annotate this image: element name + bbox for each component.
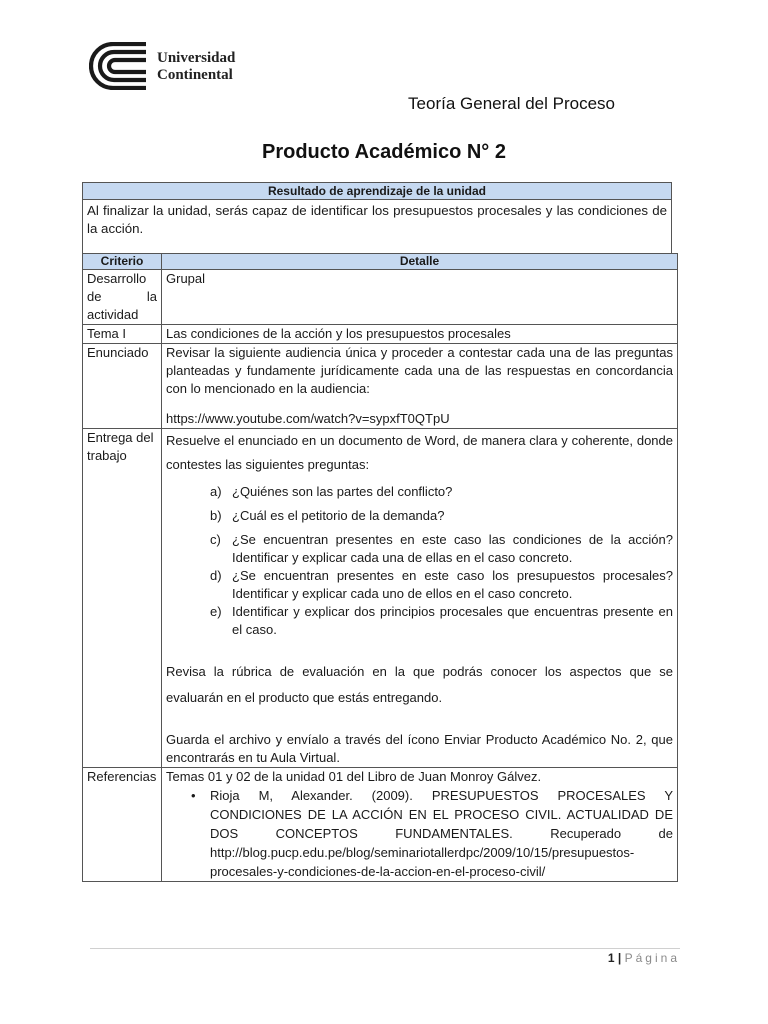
page-footer (608, 951, 680, 965)
page-label: Página (624, 951, 680, 965)
university-logo-icon (89, 42, 149, 90)
row-label: Tema I (83, 325, 162, 344)
row-detail (162, 344, 678, 429)
reference-item (166, 786, 673, 881)
table-row (83, 325, 678, 344)
item-letter: e) (210, 604, 222, 619)
row-detail: Grupal (162, 270, 678, 325)
table-row (83, 768, 678, 882)
item-text: Identificar y explicar dos principios procesales que encuentras presente en el caso. (232, 604, 673, 637)
delivery-intro: Resuelve el enunciado en un documento de Word, de manera clara y coherente, donde contestes las siguientes preguntas: (166, 433, 673, 472)
table-row (83, 429, 678, 768)
learning-outcome-heading: Resultado de aprendizaje de la unidad (83, 183, 672, 200)
footer-separator: | (617, 951, 622, 965)
row-label: Enunciado (83, 344, 162, 429)
list-item (166, 483, 673, 501)
question-list (166, 483, 673, 639)
submit-instructions: Guarda el archivo y envíalo a través del ícono Enviar Producto Académico No. 2, que encontrarás en tu Aula Virtual. (166, 732, 673, 765)
item-letter: a) (210, 484, 222, 499)
row-label: Desarrollo de la actividad (83, 270, 162, 325)
reference-text: Rioja M, Alexander. (2009). PRESUPUESTOS PROCESALES Y CONDICIONES DE LA ACCIÓN EN EL PROCESO CIVIL. ACTUALIDAD DE DOS CONCEPTOS FUNDAMENTALES. Recuperado de http://blog.pucp.edu.pe/blog/seminariotallerdpc/2009/10/15/presupuestos-procesales-y-condiciones-de-la-accion-en-el-proceso-civil/ (210, 788, 673, 879)
list-item (166, 507, 673, 525)
list-item (166, 567, 673, 603)
row-detail (162, 768, 678, 882)
list-item (166, 603, 673, 639)
detail-column-header: Detalle (162, 254, 678, 270)
footer-divider (90, 948, 680, 949)
rubric-text: Revisa la rúbrica de evaluación en la que podrás conocer los aspectos que se evaluarán en el producto que estás entregando. (166, 664, 673, 705)
references-intro: Temas 01 y 02 de la unidad 01 del Libro de Juan Monroy Gálvez. (166, 769, 542, 784)
course-name: Teoría General del Proceso (408, 94, 615, 113)
bullet-icon: • (191, 788, 196, 803)
learning-outcome-text: Al finalizar la unidad, serás capaz de identificar los presupuestos procesales y las condiciones de la acción. (83, 200, 672, 255)
logo-line-2: Continental (157, 67, 233, 83)
statement-text: Revisar la siguiente audiencia única y proceder a contestar cada una de las preguntas planteadas y fundamente jurídicamente cada una de las respuestas en concordancia con lo mencionado en la audiencia: (166, 345, 673, 396)
table-row (83, 270, 678, 325)
table-row (83, 344, 678, 429)
list-item (166, 531, 673, 567)
item-text: ¿Cuál es el petitorio de la demanda? (232, 508, 445, 523)
item-letter: d) (210, 568, 222, 583)
document-title: Producto Académico N° 2 (262, 141, 506, 163)
item-text: ¿Se encuentran presentes en este caso los presupuestos procesales? Identificar y explicar cada uno de ellos en el caso concreto. (232, 568, 673, 601)
page-number: 1 (607, 951, 615, 965)
learning-outcome-table (82, 182, 672, 255)
university-name (157, 50, 235, 84)
criteria-table (82, 253, 678, 882)
logo-line-1: Universidad (157, 50, 236, 66)
row-detail (162, 429, 678, 768)
item-letter: b) (210, 508, 222, 523)
item-text: ¿Quiénes son las partes del conflicto? (232, 484, 453, 499)
item-letter: c) (210, 532, 221, 547)
criteria-header-row (83, 254, 678, 270)
criteria-column-header: Criterio (83, 254, 162, 270)
video-link[interactable]: https://www.youtube.com/watch?v=sypxfT0QTpU (166, 411, 450, 426)
row-label: Entrega del trabajo (83, 429, 162, 768)
item-text: ¿Se encuentran presentes en este caso las condiciones de la acción? Identificar y explicar cada una de ellas en el caso concreto. (232, 532, 673, 565)
row-detail: Las condiciones de la acción y los presupuestos procesales (162, 325, 678, 344)
row-label: Referencias (83, 768, 162, 882)
